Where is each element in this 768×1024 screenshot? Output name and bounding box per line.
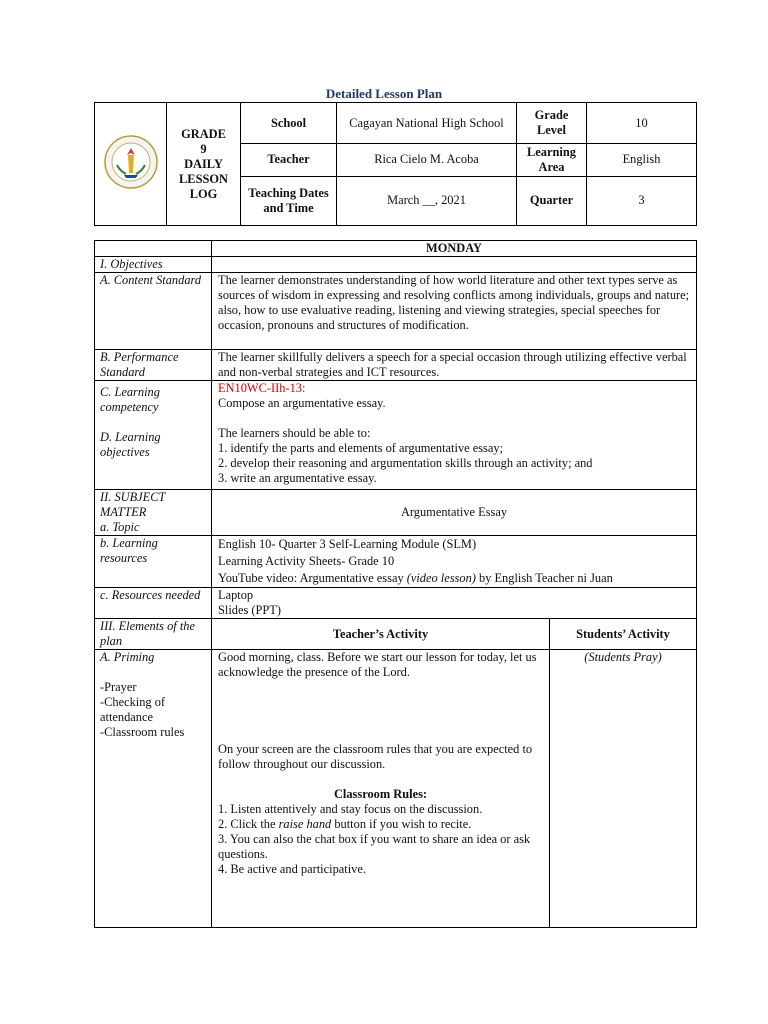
content-standard-text: The learner demonstrates understanding of how world literature and other text types serve as sources of wisdom in expressing and resolving conflicts among individuals, groups and nature; also, how to use evaluative reading, listening and viewing strategies, special speeches for occasion, pronouns and structures of modification. xyxy=(212,273,697,350)
competency-objectives-content xyxy=(212,381,697,490)
objectives-intro: The learners should be able to: xyxy=(218,426,371,440)
resource-needed-item: Slides (PPT) xyxy=(218,603,281,617)
topic-text: Argumentative Essay xyxy=(212,490,697,536)
school-logo-cell xyxy=(95,103,167,226)
teacher-value: Rica Cielo M. Acoba xyxy=(337,144,517,177)
resource-item: English 10- Quarter 3 Self-Learning Module (SLM) xyxy=(218,537,477,551)
priming-item: -Classroom rules xyxy=(100,725,185,739)
lesson-plan-table xyxy=(94,240,697,928)
resources-needed-content xyxy=(212,588,697,619)
resource-needed-item: Laptop xyxy=(218,588,254,602)
page-title: Detailed Lesson Plan xyxy=(325,86,443,101)
grade-level-label: Grade Level xyxy=(517,103,587,144)
resources-needed-label: c. Resources needed xyxy=(95,588,212,619)
learning-objectives-label: D. Learning objectives xyxy=(100,430,161,459)
corner-cell xyxy=(95,241,212,257)
classroom-rules-title: Classroom Rules: xyxy=(333,787,428,801)
subject-matter-labels xyxy=(95,490,212,536)
grade-level-value: 10 xyxy=(587,103,697,144)
performance-standard-label: B. Performance Standard xyxy=(95,350,212,381)
teaching-dates-label: Teaching Dates and Time xyxy=(241,176,337,225)
objective-item: 2. develop their reasoning and argumentation skills through an activity; and xyxy=(218,456,593,470)
rule-item: 3. You can also the chat box if you want to share an idea or ask questions. xyxy=(218,832,531,861)
rule-item: 1. Listen attentively and stay focus on the discussion. xyxy=(218,802,483,816)
competency-code: EN10WC-IIh-13: xyxy=(218,381,306,395)
subject-matter-label: II. SUBJECT MATTER xyxy=(100,490,166,519)
priming-item: -Checking of attendance xyxy=(100,695,166,724)
learning-competency-label: C. Learning competency xyxy=(100,385,160,414)
grade-log-cell: GRADE 9 DAILY LESSON LOG xyxy=(167,103,241,226)
school-label: School xyxy=(241,103,337,144)
objective-item: 1. identify the parts and elements of argumentative essay; xyxy=(218,441,504,455)
school-seal-icon xyxy=(96,103,166,221)
youtube-resource: YouTube video: Argumentative essay (video lesson) by English Teacher ni Juan xyxy=(218,571,613,585)
quarter-label: Quarter xyxy=(517,176,587,225)
teaching-dates-value: March __, 2021 xyxy=(337,176,517,225)
rules-intro-text: On your screen are the classroom rules that you are expected to follow throughout our discussion. xyxy=(218,742,533,771)
students-activity-header: Students’ Activity xyxy=(550,619,697,650)
content-standard-label: A. Content Standard xyxy=(95,273,212,350)
objectives-empty-cell xyxy=(212,257,697,273)
quarter-value: 3 xyxy=(587,176,697,225)
day-header: MONDAY xyxy=(212,241,697,257)
rule-item: 2. Click the raise hand button if you wish to recite. xyxy=(218,817,472,831)
priming-item: -Prayer xyxy=(100,680,137,694)
priming-label: A. Priming xyxy=(100,650,155,664)
teacher-activity-header: Teacher’s Activity xyxy=(212,619,550,650)
priming-labels xyxy=(95,650,212,928)
objective-item: 3. write an argumentative essay. xyxy=(218,471,377,485)
rule-item: 4. Be active and participative. xyxy=(218,862,366,876)
objectives-label: I. Objectives xyxy=(95,257,212,273)
elements-label: III. Elements of the plan xyxy=(95,619,212,650)
students-pray-text: (Students Pray) xyxy=(550,650,697,928)
greeting-text: Good morning, class. Before we start our lesson for today, let us acknowledge the presence of the Lord. xyxy=(218,650,537,679)
teacher-activity-content xyxy=(212,650,550,928)
learning-area-label: Learning Area xyxy=(517,144,587,177)
teacher-label: Teacher xyxy=(241,144,337,177)
resource-item: Learning Activity Sheets- Grade 10 xyxy=(218,554,395,568)
learning-resources-label: b. Learning resources xyxy=(95,536,212,588)
performance-standard-text: The learner skillfully delivers a speech for a special occasion through utilizing effective verbal and non-verbal strategies and ICT resources. xyxy=(212,350,697,381)
learning-area-value: English xyxy=(587,144,697,177)
school-value: Cagayan National High School xyxy=(337,103,517,144)
topic-label: a. Topic xyxy=(100,520,140,534)
learning-resources-content xyxy=(212,536,697,588)
competency-text: Compose an argumentative essay. xyxy=(218,396,386,410)
header-table xyxy=(94,102,697,226)
competency-objectives-labels xyxy=(95,381,212,490)
